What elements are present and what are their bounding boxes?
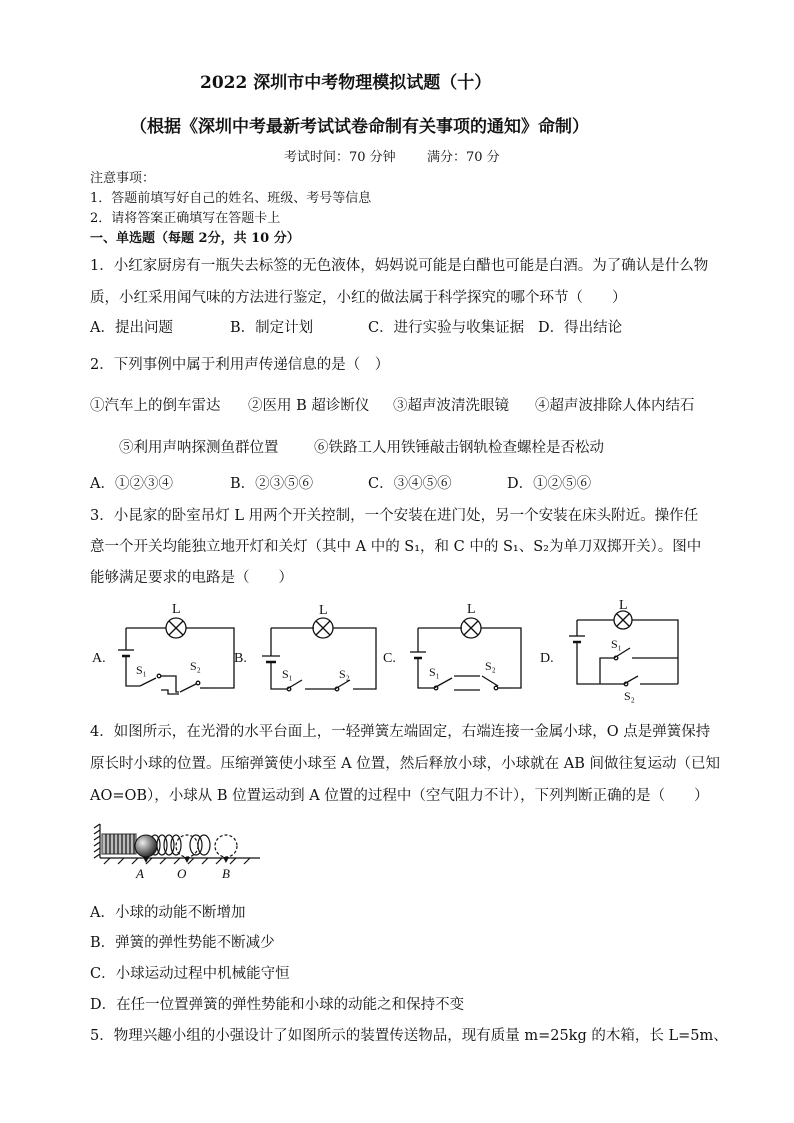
switch-label: S₂ xyxy=(339,667,350,681)
q2-option-d: D．①②⑤⑥ xyxy=(507,476,592,492)
question-3-line: 3．小昆家的卧室吊灯 L 用两个开关控制，一个安装在进门处，另一个安装在床头附近。操作任 xyxy=(90,508,699,524)
lamp-label: L xyxy=(467,602,476,617)
q2-option-b: B．②③⑤⑥ xyxy=(230,476,314,492)
question-5-line: 5．物理兴趣小组的小强设计了如图所示的装置传送物品，现有质量 m=25kg 的木箱，长 L=5m、 xyxy=(90,1028,728,1044)
circuit-d xyxy=(569,611,678,686)
switch-label: S₁ xyxy=(282,667,293,681)
question-4-line: 4．如图所示，在光滑的水平台面上，一轻弹簧左端固定，右端连接一金属小球，O 点是弹簧保持 xyxy=(90,724,711,740)
switch-label: S₁ xyxy=(136,663,147,677)
point-label: B xyxy=(222,866,230,881)
q4-option-b: B．弹簧的弹性势能不断减少 xyxy=(90,935,275,951)
question-3-line: 意一个开关均能独立地开灯和关灯（其中 A 中的 S₁，和 C 中的 S₁、S₂为单刀双掷开关）。图中 xyxy=(90,539,702,555)
page-title: 2022 深圳市中考物理模拟试题（十） xyxy=(200,73,492,93)
circuit-diagrams xyxy=(80,598,700,710)
question-4-line: 原长时小球的位置。压缩弹簧使小球至 A 位置，然后释放小球，小球就在 AB 间做往复运动（已知 xyxy=(90,756,721,772)
switch-label: S₂ xyxy=(624,689,635,703)
question-4-line: AO=OB），小球从 B 位置运动到 A 位置的过程中（空气阻力不计），下列判断正确的是（ ） xyxy=(90,788,709,804)
circuit-b xyxy=(262,618,376,691)
q2-option-c: C．③④⑤⑥ xyxy=(368,476,452,492)
lamp-label: L xyxy=(172,602,181,617)
lamp-label: L xyxy=(619,598,628,613)
circuit-option-label: D. xyxy=(540,651,554,666)
q1-option-a: A．提出问题 xyxy=(90,320,173,336)
circuit-option-label: B. xyxy=(234,651,247,666)
point-label: A xyxy=(136,866,144,881)
q2-option-a: A．①②③④ xyxy=(90,476,173,492)
note-item: 1．答题前填写好自己的姓名、班级、考号等信息 xyxy=(90,191,372,206)
q2-item: ④超声波排除人体内结石 xyxy=(535,398,695,414)
q2-item: ③超声波清洗眼镜 xyxy=(393,398,509,414)
page-subtitle: （根据《深圳中考最新考试试卷命制有关事项的通知》命制） xyxy=(130,117,589,137)
note-item: 2．请将答案正确填写在答题卡上 xyxy=(90,211,281,226)
section-heading: 一、单选题（每题 2分，共 10 分） xyxy=(90,231,300,246)
q4-option-c: C．小球运动过程中机械能守恒 xyxy=(90,966,290,982)
switch-label: S₁ xyxy=(429,665,440,679)
q2-item: ①汽车上的倒车雷达 xyxy=(90,398,221,414)
spring-ball-diagram xyxy=(92,818,272,884)
question-1-line: 质，小红采用闻气味的方法进行鉴定，小红的做法属于科学探究的哪个环节（ ） xyxy=(90,290,627,306)
switch-label: S₂ xyxy=(190,659,201,673)
question-3-line: 能够满足要求的电路是（ ） xyxy=(90,570,293,586)
lamp-label: L xyxy=(319,603,328,618)
full-score: 满分：70 分 xyxy=(427,150,500,165)
circuit-c xyxy=(410,618,521,690)
q1-option-d: D．得出结论 xyxy=(538,320,623,336)
notes-heading: 注意事项： xyxy=(90,171,156,186)
q2-item: ②医用 B 超诊断仪 xyxy=(248,398,370,414)
switch-label: S₁ xyxy=(611,637,622,651)
q4-option-a: A．小球的动能不断增加 xyxy=(90,905,246,921)
q1-option-c: C．进行实验与收集证据 xyxy=(368,320,525,336)
exam-time: 考试时间：70 分钟 xyxy=(284,150,396,165)
circuit-a xyxy=(118,618,234,694)
q1-option-b: B．制定计划 xyxy=(230,320,314,336)
q2-item: ⑤利用声呐探测鱼群位置 xyxy=(119,440,279,456)
point-label: O xyxy=(177,866,187,881)
circuit-option-label: A. xyxy=(92,651,106,666)
q4-option-d: D．在任一位置弹簧的弹性势能和小球的动能之和保持不变 xyxy=(90,997,465,1013)
question-1-line: 1．小红家厨房有一瓶失去标签的无色液体，妈妈说可能是白醋也可能是白酒。为了确认是什么物 xyxy=(90,258,709,274)
question-2-stem: 2．下列事例中属于利用声传递信息的是（ ） xyxy=(90,357,390,373)
circuit-option-label: C. xyxy=(383,651,396,666)
switch-label: S₂ xyxy=(485,659,496,673)
metal-ball xyxy=(135,835,157,857)
q2-item: ⑥铁路工人用铁锤敲击钢轨检查螺栓是否松动 xyxy=(314,440,604,456)
